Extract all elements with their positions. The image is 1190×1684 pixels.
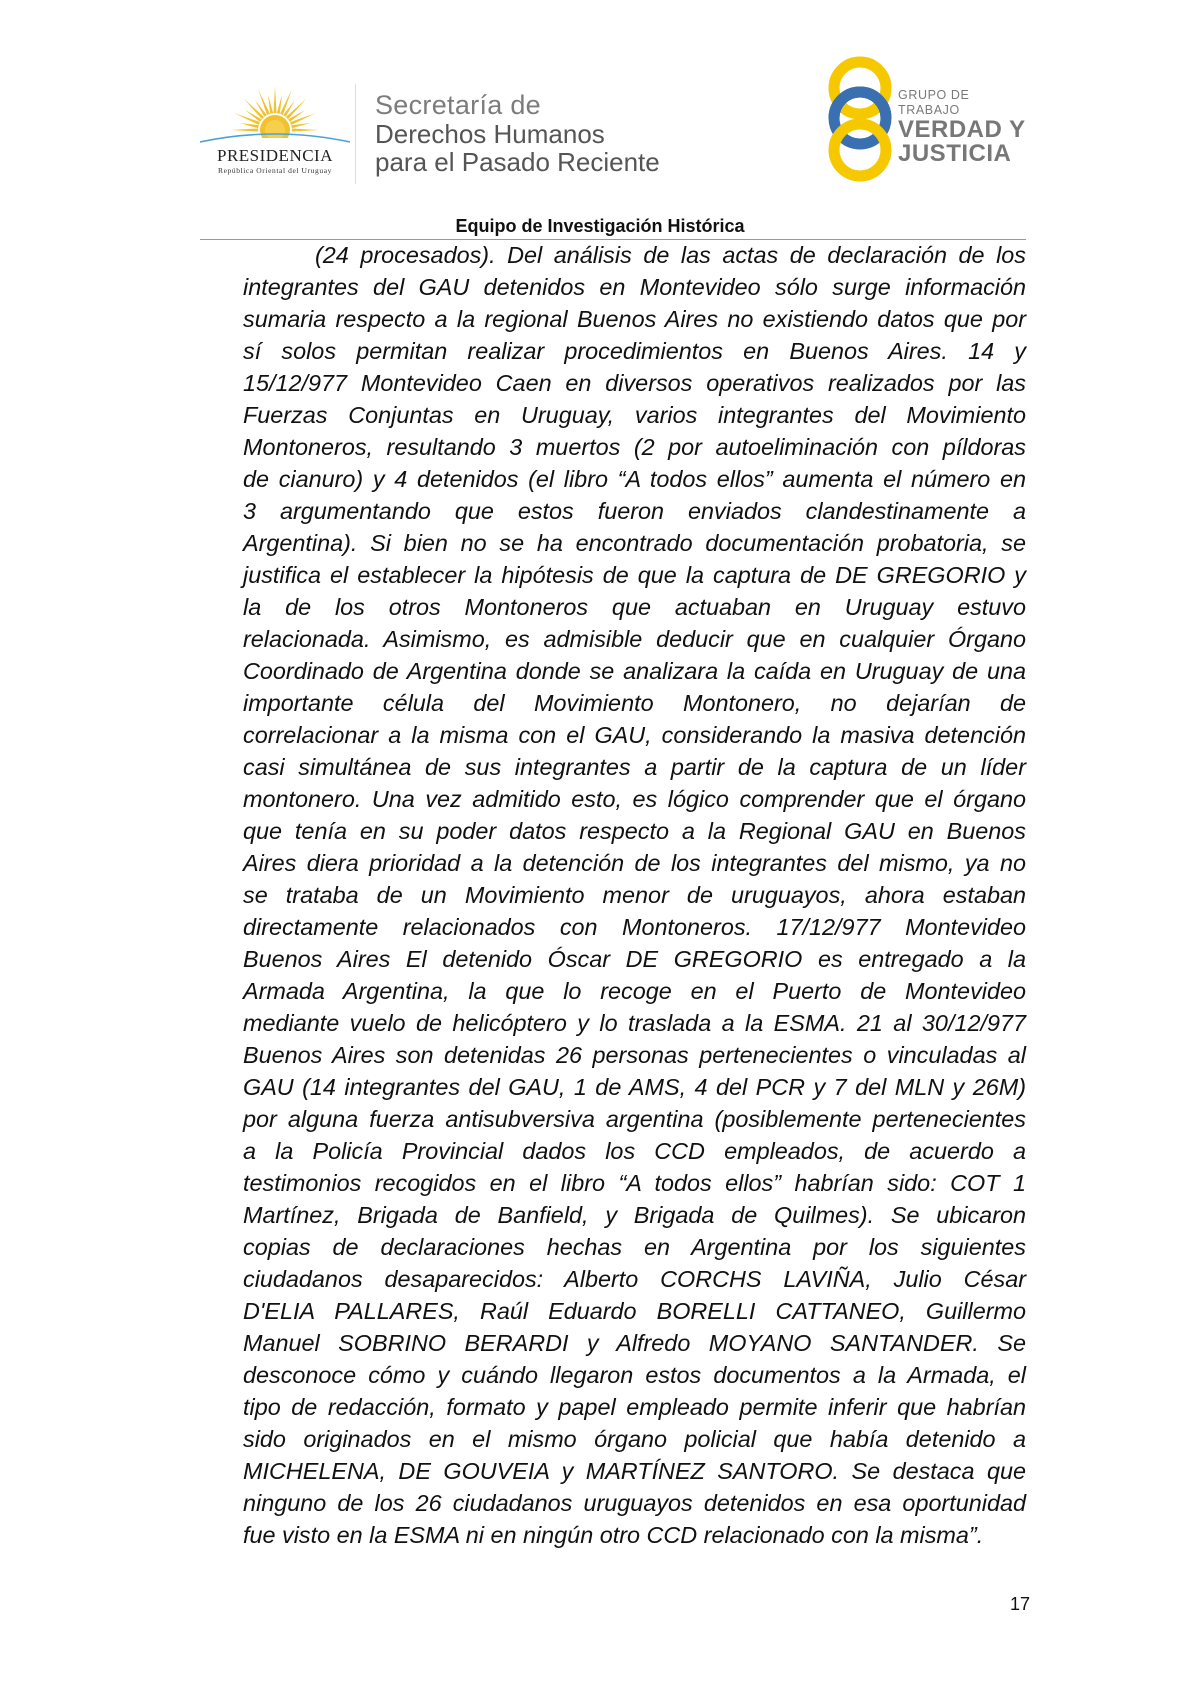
presidencia-logo (200, 84, 350, 184)
body-line: sido originados en el mismo órgano policial que había detenido a (243, 1426, 1026, 1452)
body-line: GAU (14 integrantes del GAU, 1 de AMS, 4 del PCR y 7 del MLN y 26M) (243, 1074, 1026, 1100)
body-line: 15/12/977 Montevideo Caen en diversos operativos realizados por las (243, 370, 1026, 396)
sun-ray (290, 113, 316, 125)
sun-ray (231, 128, 258, 131)
body-line: Aires diera prioridad a la detención de los integrantes del mismo, ya no (243, 850, 1026, 876)
sun-ray (268, 95, 273, 114)
sun-ray (240, 123, 259, 128)
body-line: la de los otros Montoneros que actuaban en Uruguay estuvo (243, 594, 1026, 620)
body-line: montonero. Una vez admitido esto, es lógico comprender que el órgano (243, 786, 1026, 812)
sun-ray (277, 95, 282, 114)
sun-ray (258, 89, 270, 115)
body-line: MICHELENA, DE GOUVEIA y MARTÍNEZ SANTORO. Se destaca que (243, 1458, 1026, 1484)
grupo-line-2: VERDAD Y (898, 116, 1026, 143)
body-line: importante célula del Movimiento Montonero, no dejarían de (243, 690, 1026, 716)
body-line: relacionada. Asimismo, es admisible deducir que en cualquier Órgano (243, 626, 1026, 652)
sun-ray (234, 113, 260, 125)
body-line: (24 procesados). Del análisis de las actas de declaración de los (315, 242, 1026, 268)
body-line: a la Policía Provincial dados los CCD empleados, de acuerdo a (243, 1138, 1026, 1164)
body-line: 3 argumentando que estos fueron enviados clandestinamente a (243, 498, 1026, 524)
body-line: mediante vuelo de helicóptero y lo traslada a la ESMA. 21 al 30/12/977 (243, 1010, 1026, 1036)
sun-ray (280, 89, 292, 115)
verdad-justicia-logo (820, 54, 1030, 184)
body-line: Armada Argentina, la que lo recoge en el Puerto de Montevideo (243, 978, 1026, 1004)
sun-ray (292, 128, 319, 131)
body-line: correlacionar a la misma con el GAU, considerando la masiva detención (243, 722, 1026, 748)
body-line: sí solos permitan realizar procedimientos en Buenos Aires. 14 y (243, 338, 1026, 364)
body-line: sumaria respecto a la regional Buenos Aires no existiendo datos que por (243, 306, 1026, 332)
body-line: Buenos Aires El detenido Óscar DE GREGORIO es entregado a la (243, 946, 1026, 972)
presidencia-word: PRESIDENCIA (216, 146, 333, 165)
body-line: por alguna fuerza antisubversiva argentina (posiblemente pertenecientes (243, 1106, 1026, 1132)
body-line: que tenía en su poder datos respecto a la Regional GAU en Buenos (243, 818, 1026, 844)
body-line: Montoneros, resultando 3 muertos (2 por autoeliminación con píldoras (243, 434, 1026, 460)
page-number: 17 (1009, 1594, 1030, 1614)
body-line: copias de declaraciones hechas en Argentina por los siguientes (243, 1234, 1026, 1260)
body-line: directamente relacionados con Montoneros. 17/12/977 Montevideo (243, 914, 1026, 940)
body-line: Fuerzas Conjuntas en Uruguay, varios integrantes del Movimiento (243, 402, 1026, 428)
page-header (0, 0, 1190, 236)
body-line: integrantes del GAU detenidos en Montevideo sólo surge información (243, 274, 1026, 300)
body-line: testimonios recogidos en el libro “A todos ellos” habrían sido: COT 1 (243, 1170, 1026, 1196)
body-line: ciudadanos desaparecidos: Alberto CORCHS LAVIÑA, Julio César (243, 1266, 1026, 1292)
body-line: de cianuro) y 4 detenidos (el libro “A todos ellos” aumenta el número en (243, 466, 1026, 492)
body-paragraph (243, 239, 1026, 1551)
body-line: Manuel SOBRINO BERARDI y Alfredo MOYANO SANTANDER. Se (243, 1330, 1026, 1356)
body-line: Buenos Aires son detenidas 26 personas pertenecientes o vinculadas al (243, 1042, 1026, 1068)
team-title: Equipo de Investigación Histórica (455, 216, 745, 236)
logo-divider (355, 84, 356, 184)
sun-ray (291, 123, 310, 128)
body-line: ninguno de los 26 ciudadanos uruguayos detenidos en esa oportunidad (243, 1490, 1026, 1516)
body-line: tipo de redacción, formato y papel empleado permite inferir que habrían (243, 1394, 1026, 1420)
presidencia-subtitle: República Oriental del Uruguay (217, 166, 332, 175)
body-line: fue visto en la ESMA ni en ningún otro CCD relacionado con la misma”. (243, 1522, 984, 1548)
secretaria-title (375, 90, 660, 176)
body-line: casi simultánea de sus integrantes a partir de la captura de un líder (243, 754, 1026, 780)
body-line: D'ELIA PALLARES, Raúl Eduardo BORELLI CATTANEO, Guillermo (243, 1298, 1026, 1324)
body-line: justifica el establecer la hipótesis de que la captura de DE GREGORIO y (243, 562, 1026, 588)
body-line: desconoce cómo y cuándo llegaron estos documentos a la Armada, el (243, 1362, 1026, 1388)
verdad-justicia-text (898, 88, 1030, 166)
grupo-line-1: GRUPO DE TRABAJO (898, 88, 970, 117)
linked-rings-icon (820, 54, 900, 184)
body-line: Coordinado de Argentina donde se analizara la caída en Uruguay de una (243, 658, 1026, 684)
sun-emblem-icon (200, 84, 350, 150)
secretaria-line-3: para el Pasado Reciente (375, 147, 660, 177)
body-line: Martínez, Brigada de Banfield, y Brigada de Quilmes). Se ubicaron (243, 1202, 1026, 1228)
secretaria-line-2: Derechos Humanos (375, 119, 605, 149)
sun-ray (273, 86, 276, 113)
body-line: se trataba de un Movimiento menor de uruguayos, ahora estaban (243, 882, 1026, 908)
secretaria-line-1: Secretaría de (375, 90, 541, 120)
grupo-line-3: JUSTICIA (898, 140, 1012, 167)
body-line: Argentina). Si bien no se ha encontrado documentación probatoria, se (243, 530, 1026, 556)
